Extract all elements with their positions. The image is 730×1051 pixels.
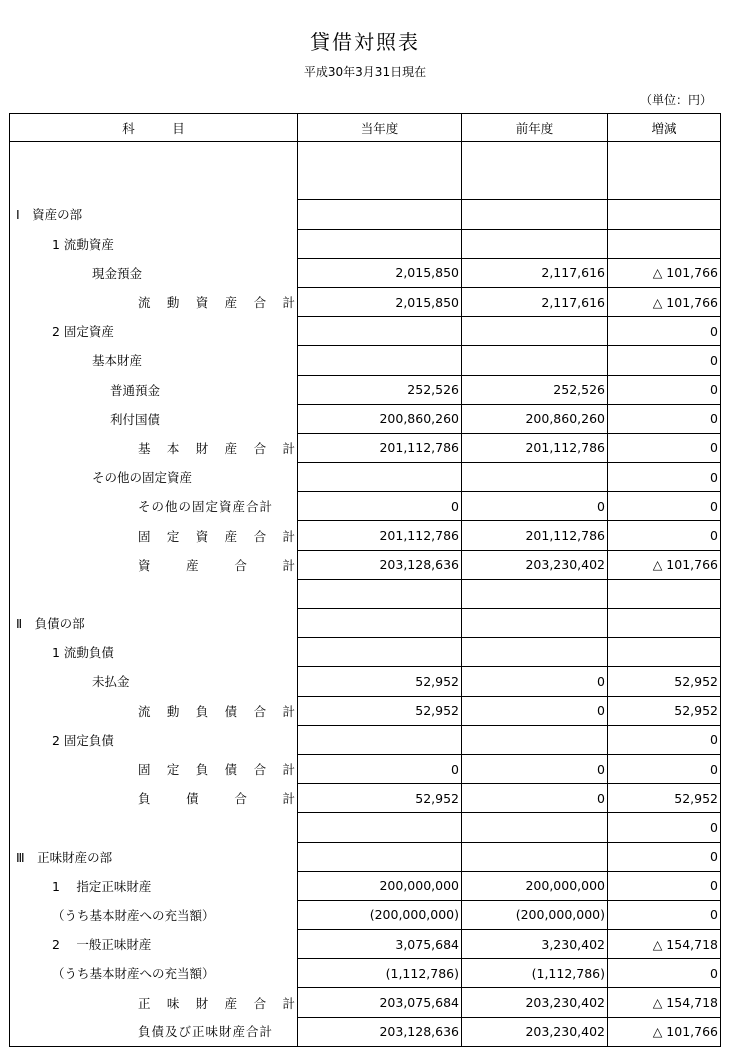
row-label-text: 基本財産 bbox=[92, 353, 143, 369]
previous-year-value bbox=[462, 200, 608, 229]
change-value: △ 154,718 bbox=[608, 988, 721, 1017]
previous-year-value: 0 bbox=[462, 754, 608, 783]
previous-year-value bbox=[462, 813, 608, 842]
total-label bbox=[10, 497, 297, 515]
table-row bbox=[10, 725, 721, 754]
row-label bbox=[10, 550, 298, 579]
header-current-year: 当年度 bbox=[298, 114, 462, 142]
total-label-char: 合 bbox=[234, 791, 247, 807]
previous-year-value: 0 bbox=[462, 696, 608, 725]
current-year-value bbox=[298, 725, 462, 754]
current-year-value bbox=[298, 638, 462, 667]
total-label-char: 固 bbox=[138, 528, 151, 544]
current-year-value bbox=[298, 609, 462, 638]
report-date: 平成30年3月31日現在 bbox=[303, 65, 427, 79]
table-header-row bbox=[10, 114, 721, 142]
total-label bbox=[10, 527, 297, 545]
row-label bbox=[10, 725, 298, 754]
previous-year-value: 201,112,786 bbox=[462, 521, 608, 550]
total-label-char: 合 bbox=[234, 557, 247, 573]
previous-year-value bbox=[462, 463, 608, 492]
total-label-text: その他の固定資産合計 bbox=[138, 499, 274, 515]
total-label-char: 負 bbox=[195, 703, 209, 719]
row-label bbox=[10, 813, 298, 842]
total-label-char: 動 bbox=[166, 703, 180, 719]
current-year-value: 52,952 bbox=[298, 784, 462, 813]
row-label bbox=[10, 433, 298, 462]
row-label bbox=[10, 404, 298, 433]
change-value bbox=[608, 579, 721, 608]
table-row bbox=[10, 784, 721, 813]
page-title: 貸借対照表 bbox=[310, 30, 420, 54]
current-year-value: 52,952 bbox=[298, 667, 462, 696]
change-value: 0 bbox=[608, 959, 721, 988]
total-label bbox=[10, 994, 297, 1012]
total-label-char: 本 bbox=[166, 440, 180, 456]
row-label bbox=[10, 258, 298, 287]
current-year-value: 200,860,260 bbox=[298, 404, 462, 433]
total-label-char: 産 bbox=[186, 557, 199, 573]
total-label-char: 流 bbox=[138, 703, 151, 719]
row-label bbox=[10, 317, 298, 346]
change-value: △ 101,766 bbox=[608, 1017, 721, 1046]
row-label-text: 利付国債 bbox=[110, 411, 161, 427]
total-label-char: 定 bbox=[166, 528, 180, 544]
total-label bbox=[10, 556, 297, 574]
total-label-char: 合 bbox=[253, 528, 267, 544]
previous-year-value: 2,117,616 bbox=[462, 287, 608, 316]
change-value: 0 bbox=[608, 375, 721, 404]
row-label-text: その他の固定資産 bbox=[92, 470, 193, 486]
table-row bbox=[10, 696, 721, 725]
table-row bbox=[10, 842, 721, 871]
total-label-char: 財 bbox=[195, 440, 209, 456]
previous-year-value: (200,000,000) bbox=[462, 900, 608, 929]
current-year-value: 52,952 bbox=[298, 696, 462, 725]
change-value: △ 101,766 bbox=[608, 258, 721, 287]
change-value: 0 bbox=[608, 433, 721, 462]
table-row bbox=[10, 900, 721, 929]
current-year-value: (1,112,786) bbox=[298, 959, 462, 988]
total-label-char: 計 bbox=[282, 762, 295, 778]
change-value: 0 bbox=[608, 317, 721, 346]
table-row bbox=[10, 521, 721, 550]
previous-year-value bbox=[462, 346, 608, 375]
row-label bbox=[10, 754, 298, 783]
table-row bbox=[10, 754, 721, 783]
current-year-value bbox=[298, 200, 462, 229]
row-label bbox=[10, 171, 298, 200]
table-row bbox=[10, 142, 721, 171]
table-body bbox=[10, 142, 721, 1047]
current-year-value bbox=[298, 346, 462, 375]
change-value: △ 101,766 bbox=[608, 550, 721, 579]
row-label-text: 1 指定正味財産 bbox=[52, 878, 152, 894]
previous-year-value: 200,860,260 bbox=[462, 404, 608, 433]
change-value: 52,952 bbox=[608, 696, 721, 725]
total-label-char: 債 bbox=[186, 791, 199, 807]
total-label-char: 負 bbox=[195, 762, 209, 778]
row-label bbox=[10, 871, 298, 900]
current-year-value bbox=[298, 229, 462, 258]
current-year-value: 203,128,636 bbox=[298, 1017, 462, 1046]
row-label-text: 1 流動負債 bbox=[52, 645, 114, 661]
change-value: 0 bbox=[608, 346, 721, 375]
row-label bbox=[10, 142, 298, 171]
current-year-value: 203,128,636 bbox=[298, 550, 462, 579]
current-year-value: 201,112,786 bbox=[298, 521, 462, 550]
row-label bbox=[10, 287, 298, 316]
total-label-char: 債 bbox=[224, 762, 238, 778]
total-label-char: 資 bbox=[195, 528, 209, 544]
table-row bbox=[10, 317, 721, 346]
total-label-char: 計 bbox=[282, 440, 295, 456]
row-label-text: Ⅱ 負債の部 bbox=[16, 616, 85, 632]
row-label bbox=[10, 521, 298, 550]
table-row bbox=[10, 258, 721, 287]
table-row bbox=[10, 229, 721, 258]
total-label-char: 正 bbox=[138, 995, 151, 1011]
total-label-char: 産 bbox=[224, 995, 238, 1011]
previous-year-value bbox=[462, 725, 608, 754]
table-row bbox=[10, 404, 721, 433]
previous-year-value: (1,112,786) bbox=[462, 959, 608, 988]
change-value bbox=[608, 638, 721, 667]
previous-year-value: 0 bbox=[462, 492, 608, 521]
table-row bbox=[10, 1017, 721, 1046]
previous-year-value: 3,230,402 bbox=[462, 930, 608, 959]
table-row bbox=[10, 638, 721, 667]
previous-year-value bbox=[462, 638, 608, 667]
previous-year-value: 201,112,786 bbox=[462, 433, 608, 462]
total-label-char: 合 bbox=[253, 995, 267, 1011]
row-label-text: 未払金 bbox=[92, 674, 130, 690]
total-label-char: 財 bbox=[195, 995, 209, 1011]
previous-year-value: 203,230,402 bbox=[462, 1017, 608, 1046]
row-label bbox=[10, 696, 298, 725]
total-label-char: 味 bbox=[166, 995, 180, 1011]
unit-label: （単位：円） bbox=[639, 93, 712, 107]
change-value: 0 bbox=[608, 813, 721, 842]
row-label-text: 1 流動資産 bbox=[52, 236, 114, 252]
table-row bbox=[10, 959, 721, 988]
total-label-char: 合 bbox=[253, 295, 267, 311]
row-label bbox=[10, 842, 298, 871]
change-value: △ 154,718 bbox=[608, 930, 721, 959]
table-row bbox=[10, 988, 721, 1017]
change-value: △ 101,766 bbox=[608, 287, 721, 316]
current-year-value bbox=[298, 579, 462, 608]
table-row bbox=[10, 171, 721, 200]
balance-sheet-table bbox=[9, 113, 721, 1047]
row-label-text: （うち基本財産への充当額） bbox=[52, 907, 215, 923]
previous-year-value: 203,230,402 bbox=[462, 988, 608, 1017]
change-value: 0 bbox=[608, 725, 721, 754]
current-year-value bbox=[298, 842, 462, 871]
change-value: 0 bbox=[608, 871, 721, 900]
row-label bbox=[10, 375, 298, 404]
change-value: 52,952 bbox=[608, 784, 721, 813]
previous-year-value: 200,000,000 bbox=[462, 871, 608, 900]
total-label-char: 合 bbox=[253, 703, 267, 719]
row-label bbox=[10, 638, 298, 667]
previous-year-value bbox=[462, 609, 608, 638]
current-year-value: 0 bbox=[298, 754, 462, 783]
total-label-char: 計 bbox=[282, 557, 295, 573]
row-label bbox=[10, 229, 298, 258]
table-row bbox=[10, 346, 721, 375]
change-value: 0 bbox=[608, 754, 721, 783]
previous-year-value: 252,526 bbox=[462, 375, 608, 404]
table-row bbox=[10, 463, 721, 492]
previous-year-value bbox=[462, 842, 608, 871]
change-value: 0 bbox=[608, 492, 721, 521]
current-year-value bbox=[298, 171, 462, 200]
table-row bbox=[10, 375, 721, 404]
table-row bbox=[10, 579, 721, 608]
previous-year-value bbox=[462, 317, 608, 346]
previous-year-value bbox=[462, 142, 608, 171]
table-row bbox=[10, 813, 721, 842]
row-label-text: 2 一般正味財産 bbox=[52, 937, 152, 953]
header-account: 科 目 bbox=[10, 114, 298, 142]
total-label bbox=[10, 293, 297, 311]
change-value: 52,952 bbox=[608, 667, 721, 696]
current-year-value: 2,015,850 bbox=[298, 287, 462, 316]
current-year-value: 201,112,786 bbox=[298, 433, 462, 462]
table-row bbox=[10, 550, 721, 579]
total-label-char: 計 bbox=[282, 791, 295, 807]
total-label-char: 計 bbox=[282, 528, 295, 544]
total-label bbox=[10, 439, 297, 457]
row-label-text: Ⅰ 資産の部 bbox=[16, 207, 83, 223]
change-value bbox=[608, 609, 721, 638]
table-row bbox=[10, 609, 721, 638]
total-label-char: 定 bbox=[166, 762, 180, 778]
change-value: 0 bbox=[608, 463, 721, 492]
current-year-value: 200,000,000 bbox=[298, 871, 462, 900]
current-year-value bbox=[298, 813, 462, 842]
change-value: 0 bbox=[608, 842, 721, 871]
previous-year-value: 2,117,616 bbox=[462, 258, 608, 287]
current-year-value bbox=[298, 463, 462, 492]
table-row bbox=[10, 287, 721, 316]
change-value: 0 bbox=[608, 900, 721, 929]
change-value bbox=[608, 142, 721, 171]
table-row bbox=[10, 667, 721, 696]
row-label bbox=[10, 346, 298, 375]
row-label-text: Ⅲ 正味財産の部 bbox=[16, 849, 113, 865]
total-label-char: 資 bbox=[195, 295, 209, 311]
current-year-value: 3,075,684 bbox=[298, 930, 462, 959]
row-label bbox=[10, 784, 298, 813]
table-row bbox=[10, 200, 721, 229]
row-label-text: （うち基本財産への充当額） bbox=[52, 966, 215, 982]
total-label-char: 固 bbox=[138, 762, 151, 778]
total-label bbox=[10, 1022, 297, 1040]
header-change: 増減 bbox=[608, 114, 721, 142]
total-label-char: 計 bbox=[282, 295, 295, 311]
row-label bbox=[10, 900, 298, 929]
total-label bbox=[10, 789, 297, 807]
total-label-char: 債 bbox=[224, 703, 238, 719]
total-label-char: 計 bbox=[282, 703, 295, 719]
table-row bbox=[10, 433, 721, 462]
row-label bbox=[10, 667, 298, 696]
row-label bbox=[10, 609, 298, 638]
total-label-char: 基 bbox=[138, 440, 151, 456]
row-label bbox=[10, 1017, 298, 1046]
current-year-value: 2,015,850 bbox=[298, 258, 462, 287]
previous-year-value bbox=[462, 229, 608, 258]
row-label bbox=[10, 492, 298, 521]
previous-year-value bbox=[462, 579, 608, 608]
row-label bbox=[10, 200, 298, 229]
previous-year-value: 203,230,402 bbox=[462, 550, 608, 579]
current-year-value: 0 bbox=[298, 492, 462, 521]
table-row bbox=[10, 871, 721, 900]
total-label-char: 合 bbox=[253, 762, 267, 778]
change-value: 0 bbox=[608, 521, 721, 550]
row-label-text: 現金預金 bbox=[92, 265, 143, 281]
current-year-value: 252,526 bbox=[298, 375, 462, 404]
table-row bbox=[10, 492, 721, 521]
current-year-value: 203,075,684 bbox=[298, 988, 462, 1017]
current-year-value bbox=[298, 317, 462, 346]
previous-year-value: 0 bbox=[462, 667, 608, 696]
total-label-char: 産 bbox=[224, 295, 238, 311]
total-label-char: 計 bbox=[282, 995, 295, 1011]
total-label-char: 合 bbox=[253, 440, 267, 456]
change-value: 0 bbox=[608, 404, 721, 433]
total-label-char: 資 bbox=[138, 557, 151, 573]
row-label bbox=[10, 930, 298, 959]
total-label-char: 産 bbox=[224, 440, 238, 456]
total-label bbox=[10, 702, 297, 720]
total-label-char: 負 bbox=[138, 791, 151, 807]
current-year-value bbox=[298, 142, 462, 171]
current-year-value: (200,000,000) bbox=[298, 900, 462, 929]
row-label-text: 2 固定負債 bbox=[52, 732, 114, 748]
total-label-char: 流 bbox=[138, 295, 151, 311]
change-value bbox=[608, 229, 721, 258]
row-label bbox=[10, 463, 298, 492]
table-row bbox=[10, 930, 721, 959]
row-label bbox=[10, 959, 298, 988]
header-previous-year: 前年度 bbox=[462, 114, 608, 142]
row-label bbox=[10, 988, 298, 1017]
total-label-char: 動 bbox=[166, 295, 180, 311]
row-label bbox=[10, 579, 298, 608]
total-label-char: 産 bbox=[224, 528, 238, 544]
row-label-text: 2 固定資産 bbox=[52, 324, 114, 340]
previous-year-value: 0 bbox=[462, 784, 608, 813]
total-label bbox=[10, 760, 297, 778]
total-label-text: 負債及び正味財産合計 bbox=[138, 1024, 274, 1040]
change-value bbox=[608, 171, 721, 200]
change-value bbox=[608, 200, 721, 229]
previous-year-value bbox=[462, 171, 608, 200]
row-label-text: 普通預金 bbox=[110, 382, 161, 398]
